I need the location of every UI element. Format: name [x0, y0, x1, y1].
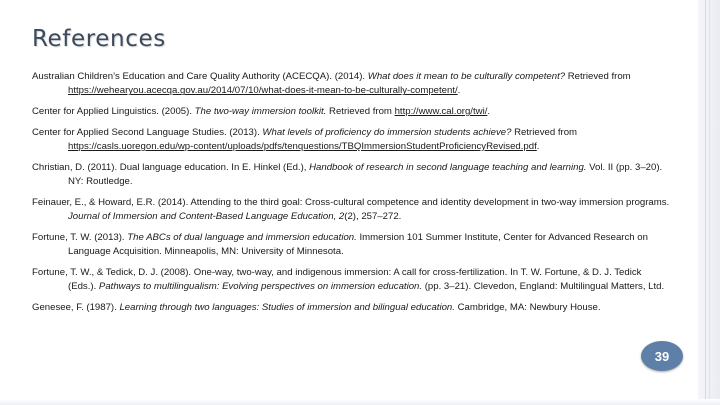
reference-text: Center for Applied Linguistics. (2005). — [32, 106, 195, 117]
reference-text: . — [457, 85, 461, 97]
reference-text: Fortune, T. W., & Tedick, D. J. (2008). One-way, two-way, and indigenous immersion: A call for cross-fertilization. In T. W. Fortune, & D. J. Tedick (Eds.). — [32, 266, 642, 292]
reference-title: Learning through two languages: Studies of immersion and bilingual education. — [119, 301, 455, 313]
reference-text: Immersion 101 Summer Institute, Center for Advanced Research on Language Acquisition. Minneapolis, MN: University of Minnesota. — [68, 231, 648, 257]
reference-text: Feinauer, E., & Howard, E.R. (2014). Attending to the third goal: Cross-cultural competence and identity development in two-way immersion programs. — [32, 196, 670, 208]
page-number-badge: 39 — [641, 341, 683, 371]
reference-entry — [32, 196, 672, 225]
reference-link[interactable]: https://wehearyou.acecqa.gov.au/2014/07/10/what-does-it-mean-to-be-culturally-competent/ — [68, 85, 458, 97]
reference-title: Handbook of research in second language teaching and learning. — [309, 161, 587, 173]
reference-text: Australian Children’s Education and Care Quality Authority (ACECQA). (2014). — [32, 71, 368, 82]
reference-entry — [32, 301, 672, 315]
reference-text: Center for Applied Second Language Studies. (2013). — [32, 126, 263, 138]
reference-title: The two-way immersion toolkit. — [194, 106, 327, 117]
reference-entry — [32, 126, 672, 155]
reference-text: Retrieved from — [326, 106, 395, 117]
slide-title: References — [32, 26, 166, 52]
slide-bottom-border — [0, 399, 720, 405]
reference-entry — [32, 105, 672, 119]
reference-text: Genesee, F. (1987). — [32, 301, 120, 313]
reference-title: Pathways to multilingualism: Evolving perspectives on immersion education. — [98, 281, 423, 292]
reference-title: The ABCs of dual language and immersion education. — [127, 231, 357, 243]
reference-link[interactable]: http://www.cal.org/twi/ — [394, 106, 488, 117]
reference-title: What levels of proficiency do immersion students achieve? — [262, 126, 512, 138]
reference-text: (pp. 3–21). Clevedon, England: Multilingual Matters, Ltd. — [422, 281, 665, 292]
reference-text: . — [487, 106, 491, 117]
reference-text: Fortune, T. W. (2013). — [32, 231, 128, 243]
border-line — [709, 0, 710, 405]
reference-title: Journal of Immersion and Content-Based Language Education, 2 — [68, 211, 345, 222]
reference-text: Retrieved from — [511, 126, 578, 138]
reference-entry — [32, 266, 672, 295]
reference-text: Vol. II (pp. 3–20). NY: Routledge. — [68, 161, 663, 187]
reference-title: What does it mean to be culturally competent? — [367, 71, 566, 82]
reference-text: (2), 257–272. — [344, 211, 402, 222]
reference-text: . — [536, 141, 540, 152]
border-line — [705, 0, 706, 405]
reference-entry — [32, 161, 672, 190]
reference-text: Retrieved from — [565, 71, 631, 82]
reference-list — [32, 70, 672, 321]
reference-entry — [32, 231, 672, 260]
reference-text: Cambridge, MA: Newbury House. — [454, 301, 601, 313]
reference-text: Christian, D. (2011). Dual language education. In E. Hinkel (Ed.), — [32, 161, 310, 173]
reference-link[interactable]: https://casls.uoregon.edu/wp-content/uploads/pdfs/tenquestions/TBQImmersionStudentProficiencyRevised.pdf — [68, 141, 537, 152]
reference-entry — [32, 70, 672, 99]
